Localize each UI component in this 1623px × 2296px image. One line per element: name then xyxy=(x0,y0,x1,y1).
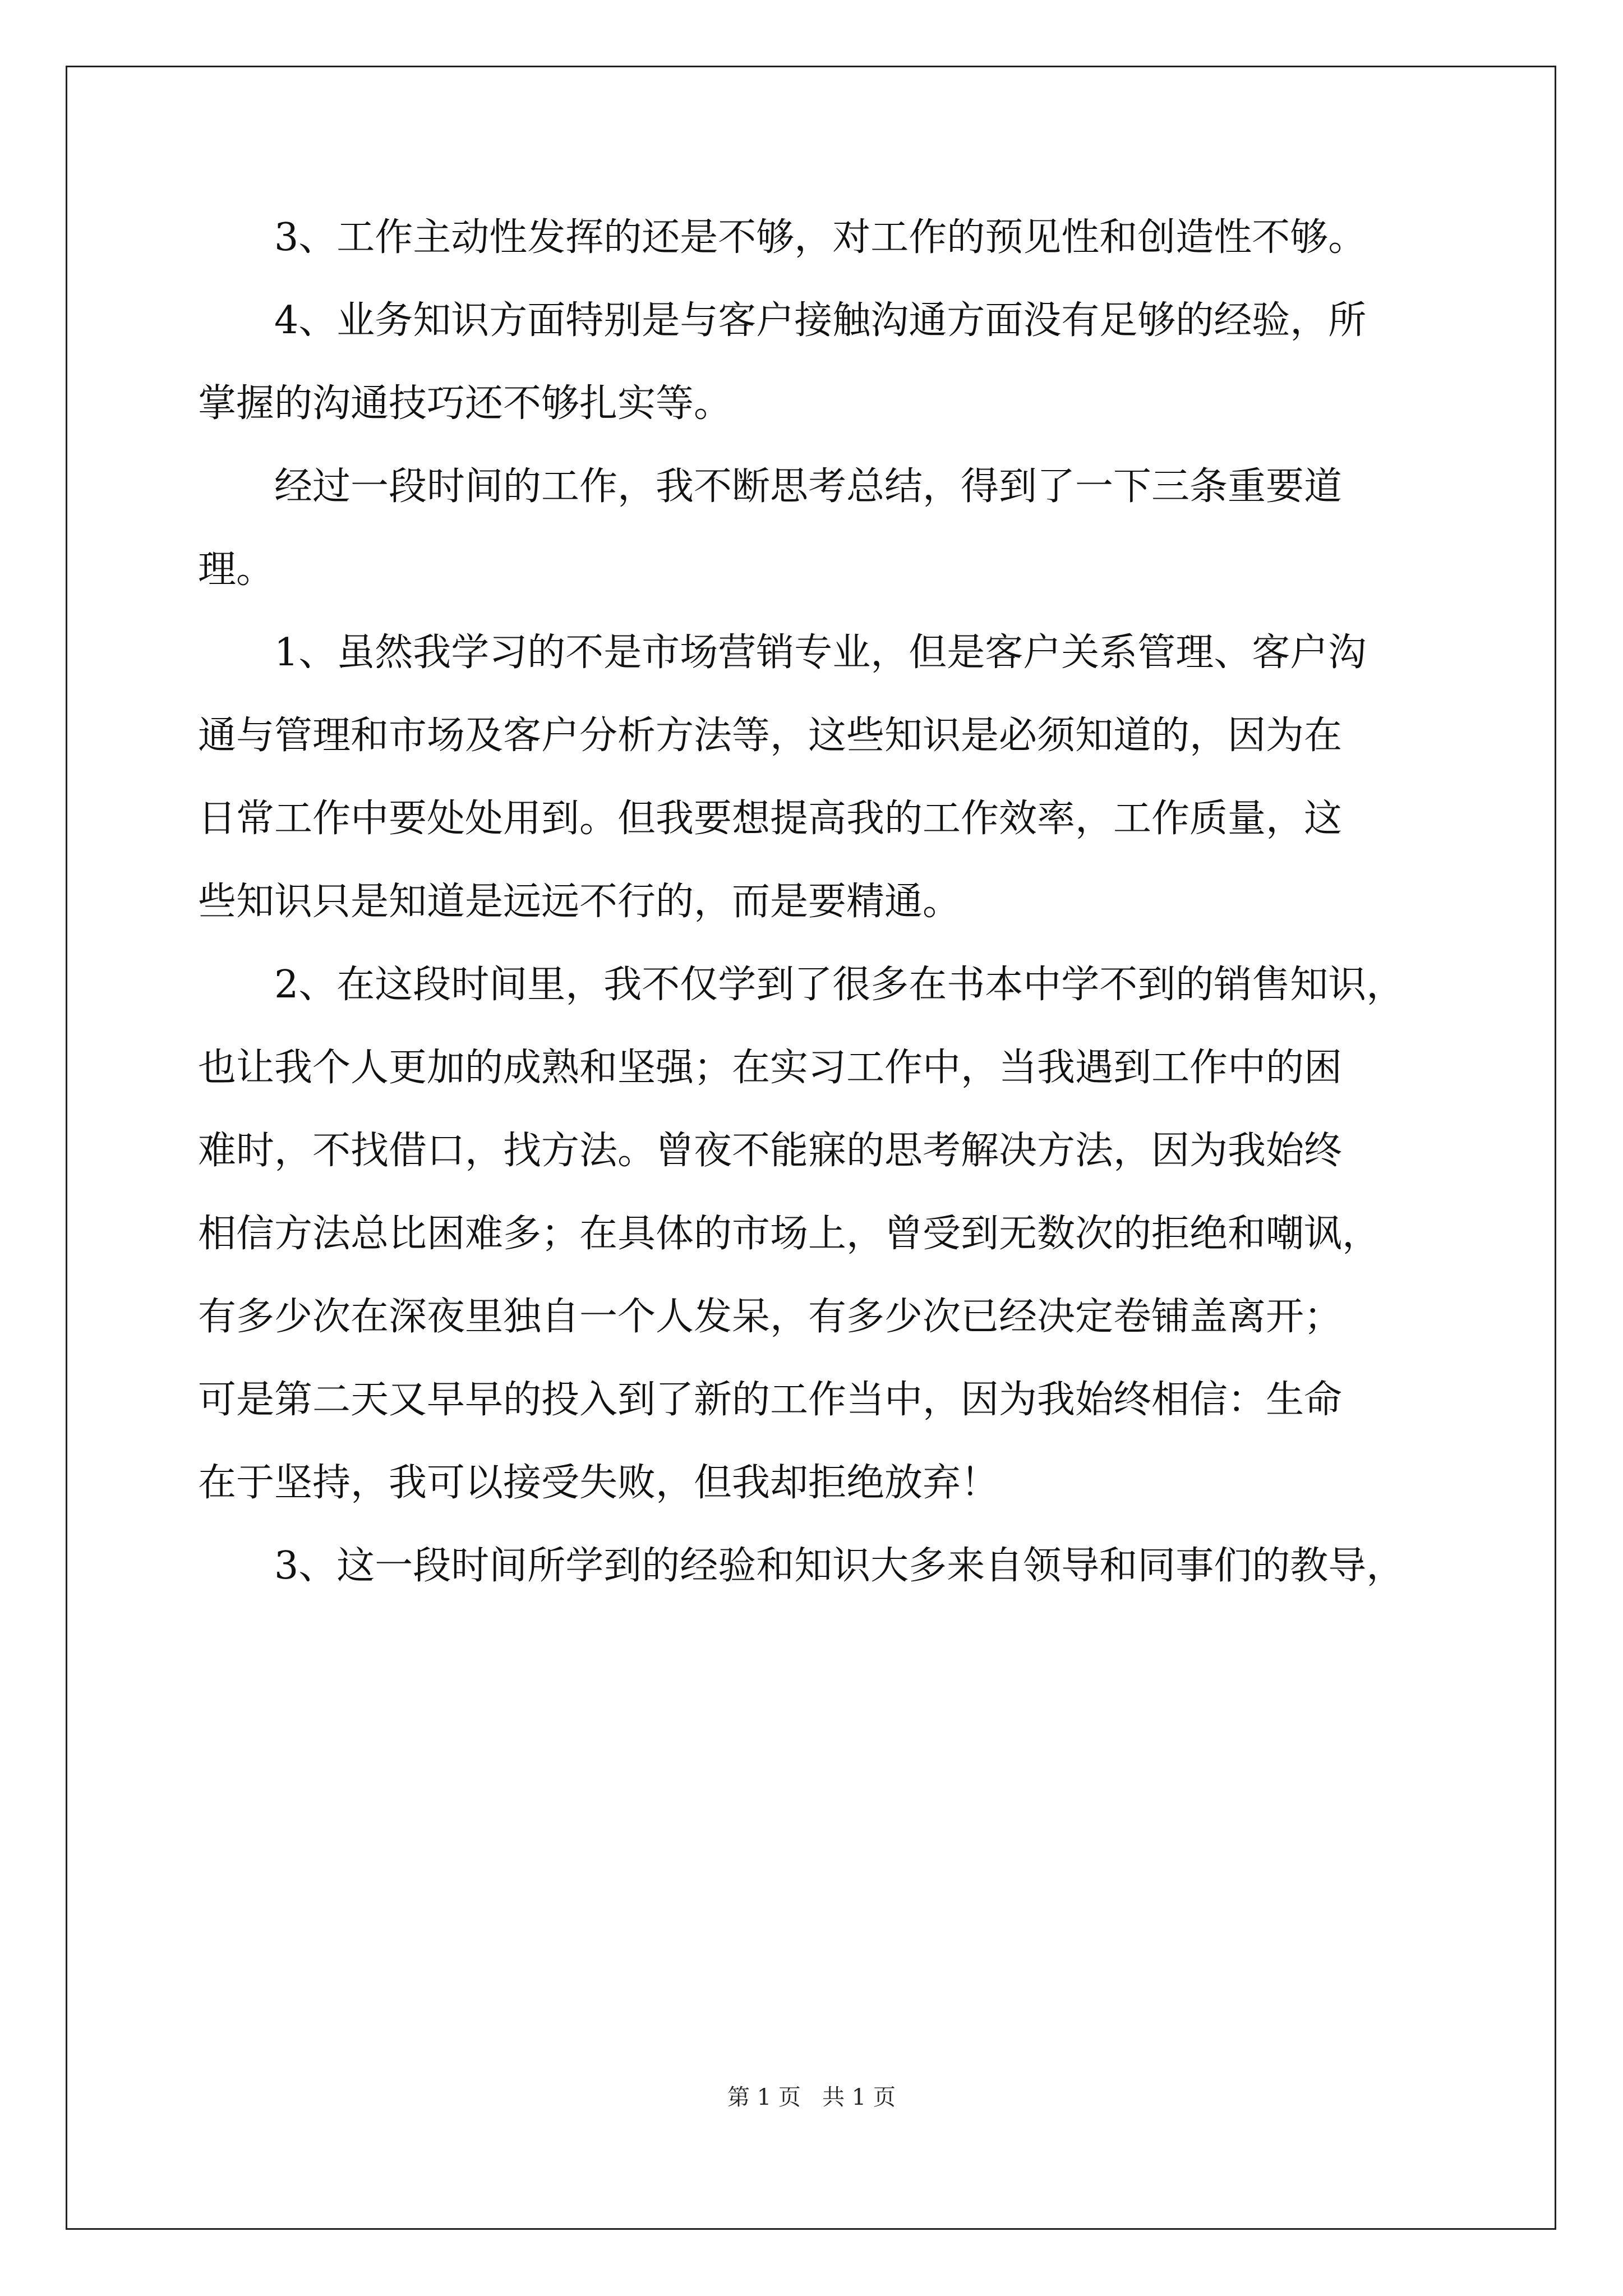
paragraph-line: 4、业务知识方面特别是与客户接触沟通方面没有足够的经验，所 xyxy=(274,298,1367,343)
page-number: 第 1 页 共 1 页 xyxy=(727,2085,896,2110)
paragraph-line: 掌握的沟通技巧还不够扎实等。 xyxy=(198,381,732,426)
paragraph-line: 有多少次在深夜里独自一个人发呆，有多少次已经决定卷铺盖离开； xyxy=(198,1295,1343,1339)
paragraph-line: 经过一段时间的工作，我不断思考总结，得到了一下三条重要道 xyxy=(274,464,1343,509)
paragraph-line: 些知识只是知道是远远不行的，而是要精通。 xyxy=(198,880,961,924)
paragraph-line: 3、这一段时间所学到的经验和知识大多来自领导和同事们的教导， xyxy=(274,1544,1405,1588)
paragraph-line: 3、工作主动性发挥的还是不够，对工作的预见性和创造性不够。 xyxy=(274,215,1367,260)
paragraph-line: 相信方法总比困难多；在具体的市场上，曾受到无数次的拒绝和嘲讽， xyxy=(198,1212,1381,1256)
paragraph-line: 1、虽然我学习的不是市场营销专业，但是客户关系管理、客户沟 xyxy=(274,631,1367,675)
paragraph-line: 通与管理和市场及客户分析方法等，这些知识是必须知道的，因为在 xyxy=(198,714,1343,758)
paragraph-line: 也让我个人更加的成熟和坚强；在实习工作中，当我遇到工作中的困 xyxy=(198,1046,1343,1090)
paragraph-line: 理。 xyxy=(198,547,275,592)
paragraph-line: 在于坚持，我可以接受失败，但我却拒绝放弃！ xyxy=(198,1461,999,1505)
paragraph-line: 2、在这段时间里，我不仅学到了很多在书本中学不到的销售知识， xyxy=(274,963,1405,1007)
paragraph-line: 日常工作中要处处用到。但我要想提高我的工作效率，工作质量，这 xyxy=(198,797,1343,841)
paragraph-line: 可是第二天又早早的投入到了新的工作当中，因为我始终相信：生命 xyxy=(198,1378,1343,1422)
paragraph-line: 难时，不找借口，找方法。曾夜不能寐的思考解决方法，因为我始终 xyxy=(198,1129,1343,1173)
document-body xyxy=(198,196,1426,1608)
